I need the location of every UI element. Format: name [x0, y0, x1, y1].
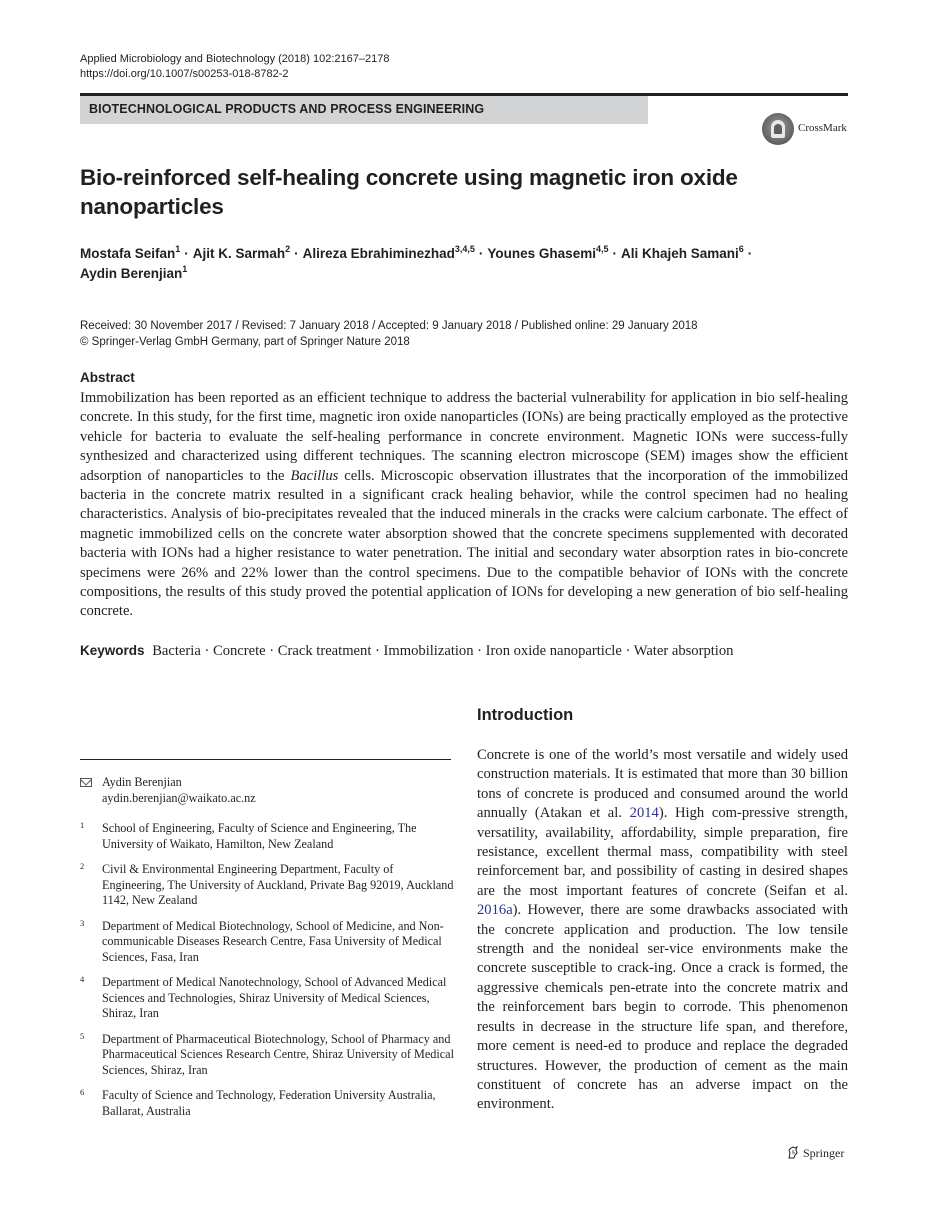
publisher-name: Springer [803, 1146, 845, 1160]
journal-header [80, 52, 389, 82]
copyright-line: © Springer-Verlag GmbH Germany, part of Springer Nature 2018 [80, 336, 410, 348]
envelope-icon [80, 778, 92, 787]
keywords-list: Bacteria · Concrete · Crack treatment · Immobilization · Iron oxide nanoparticle · Water absorption [152, 643, 734, 659]
publication-dates [80, 318, 698, 350]
springer-horse-icon [787, 1146, 799, 1159]
crossmark-label: CrossMark [798, 122, 847, 134]
citation-link[interactable]: 2016a [477, 902, 513, 919]
journal-citation: Applied Microbiology and Biotechnology (2018) 102:2167–2178 [80, 53, 390, 65]
affiliation-item: 6 Faculty of Science and Technology, Federation University Australia, Ballarat, Australia [80, 1087, 436, 1118]
section-band [80, 96, 648, 124]
affiliation-item: 4 Department of Medical Nanotechnology, School of Advanced Medical Sciences and Technologies, Shiraz University of Medical Sciences, Shiraz, Iran [80, 974, 447, 1020]
affiliation-item: 3 Department of Medical Biotechnology, School of Medicine, and Non-communicable Diseases Research Centre, Fasa University of Medical Sciences, Fasa, Iran [80, 917, 444, 964]
affiliation-item: 2 Civil & Environmental Engineering Department, Faculty of Engineering, The University of Auckland, Private Bag 92019, Auckland 1142, New Zealand [80, 861, 454, 907]
affiliation-item: 5 Department of Pharmaceutical Biotechnology, School of Pharmacy and Pharmaceutical Sciences Research Centre, Shiraz University of Medical Sciences, Shiraz, Iran [80, 1030, 454, 1077]
correspondence [80, 775, 455, 806]
crossmark-icon [762, 113, 794, 145]
crossmark-badge[interactable] [762, 113, 850, 145]
author[interactable]: Mostafa Seifan$^1$ [80, 244, 181, 261]
author-list: Mostafa Seifan$^1$ · Ajit K. Sarmah$^2$ · Alireza Ebrahiminezhad$^{3,4,5}$ · Younes Ghasemi$^{4,5}$ · Ali Khajeh Samani$^6$ · Aydin Berenjian$^1$ [80, 244, 753, 281]
footnote-rule [80, 759, 451, 760]
doi-link[interactable]: https://doi.org/10.1007/s00253-018-8782-2 [80, 68, 289, 80]
introduction-body: Concrete is one of the world’s most versatile and widely used construction materials. It is estimated that more than 30 billion tons of concrete is produced and consumed around the world annually (Atakan et al. 2014). High com-pressive strength, versatility, availability, affordability, simple preparation, fire resistance, excellent thermal mass, compatibility with steel reinforcement bar, and possibility of casting in desired shapes are the most important features of concrete (Seifan et al. 2016a). However, there are some drawbacks associated with the concrete application and production. The low tensile strength and the nonideal ser-vice environments make the concrete susceptible to crack-ing. Once a crack is formed, the aggressive chemicals pen-etrate into the concrete matrix and the reinforcement bars begin to corrode. This phenomenon results in decrease in the structure life span, and therefore, more cement is need-ed to produce and replace the degraded structures. However, the production of cement as the main constituent of concrete has an adverse impact on the environment. [477, 747, 848, 1113]
keywords [80, 641, 733, 661]
footnotes [80, 775, 455, 1129]
author[interactable]: Ali Khajeh Samani$^6$ [620, 244, 744, 261]
author[interactable]: Younes Ghasemi$^{4,5}$ [487, 244, 609, 261]
email-link[interactable]: aydin.berenjian@waikato.ac.nz [102, 790, 256, 805]
springer-logo [787, 1145, 857, 1161]
citation-link[interactable]: 2014 [629, 805, 659, 822]
keywords-heading: Keywords [80, 643, 145, 658]
history-dates: Received: 30 November 2017 / Revised: 7 January 2018 / Accepted: 9 January 2018 / Published online: 29 January 2018 [80, 320, 698, 332]
author[interactable]: Ajit K. Sarmah$^2$ [192, 244, 291, 261]
author[interactable]: Alireza Ebrahiminezhad$^{3,4,5}$ [302, 244, 475, 261]
corresponding-author: Aydin Berenjian [102, 775, 182, 789]
article-title: Bio-reinforced self-healing concrete using magnetic iron oxide nanoparticles [80, 165, 738, 219]
author[interactable]: Aydin Berenjian$^1$ [80, 264, 188, 281]
abstract-heading: Abstract [80, 370, 135, 385]
abstract-body: Immobilization has been reported as an efficient technique to address the bacterial vulnerability for application in bio self-healing concrete. In this study, for the first time, magnetic iron oxide nanoparticles (IONs) are being practically employed as the protective vehicle for bacteria to evaluate the self-healing performance in concrete environment. Magnetic IONs were success-fully synthesized and characterized using different techniques. The scanning electron microscope (SEM) images show the efficient adsorption of nanoparticles to the Bacillus cells. Microscopic observation illustrates that the incorporation of the immobilized bacteria in the concrete matrix resulted in a significant crack healing behavior, while the control specimen had no healing characteristics. Analysis of bio-precipitates revealed that the induced minerals in the cracks were calcium carbonate. The effect of magnetic immobilized cells on the concrete water absorption showed that the concrete specimens supplemented with decorated bacteria with IONs had a higher resistance to water penetration. The initial and secondary water absorption rates in bio-concrete specimens were 26% and 22% lower than the control specimens. Due to the compatible behavior of IONs with the concrete compositions, the results of this study proved the potential application of IONs for developing a new generation of bio self-healing concrete. [80, 390, 848, 620]
introduction-heading: Introduction [477, 706, 574, 724]
affiliation-item: 1 School of Engineering, Faculty of Science and Engineering, The University of Waikato, Hamilton, New Zealand [80, 820, 417, 851]
section-label: BIOTECHNOLOGICAL PRODUCTS AND PROCESS ENGINEERING [89, 102, 485, 116]
